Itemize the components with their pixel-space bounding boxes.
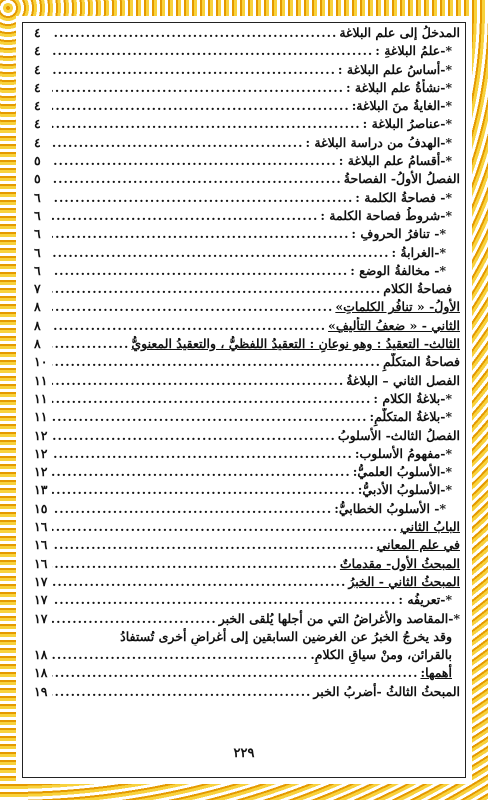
toc-entry-title: المبحثُ الثالثُ -أضربُ الخبر xyxy=(313,683,460,699)
toc-entry-page: ١٩ xyxy=(34,683,48,699)
toc-entry-title: *-عناصرُ البلاغة : xyxy=(362,116,452,132)
toc-entry-page: ٤ xyxy=(34,61,41,77)
toc-leader-dots xyxy=(52,591,396,609)
toc-leader-dots xyxy=(52,646,308,664)
toc-entry-title: *- فصاحةُ الكلمة : xyxy=(355,189,452,205)
toc-entry xyxy=(34,427,460,445)
toc-entry-title: *-نشأةُ علم البلاغة : xyxy=(345,79,452,95)
toc-entry-page: ٧ xyxy=(34,281,41,297)
toc-leader-dots xyxy=(52,152,337,170)
toc-entry-title: *-الهدفُ من دراسة البلاغة : xyxy=(305,134,452,150)
toc-entry-title: فصاحةُ المتكلّمِ xyxy=(382,354,460,370)
toc-entry xyxy=(34,683,460,701)
toc-entry-page: ١٥ xyxy=(34,500,48,516)
toc-entry-title: *-مفهومُ الأسلوب: xyxy=(354,445,452,461)
toc-leader-dots xyxy=(52,408,367,426)
toc-entry xyxy=(34,97,460,115)
toc-leader-dots xyxy=(52,262,348,280)
toc-entry-page: ٦ xyxy=(34,262,41,278)
toc-leader-dots xyxy=(52,664,419,682)
toc-entry xyxy=(34,463,460,481)
toc-entry xyxy=(34,244,460,262)
toc-entry xyxy=(34,61,460,79)
toc-entry-title: الفصلُ الأولُ- الفصاحةُ xyxy=(343,171,460,187)
toc-entry xyxy=(34,591,460,609)
toc-entry xyxy=(34,152,460,170)
toc-entry-page: ١٨ xyxy=(34,647,48,663)
toc-leader-dots xyxy=(52,427,336,445)
toc-entry xyxy=(34,134,460,152)
toc-entry xyxy=(34,79,460,97)
toc-entry xyxy=(34,353,460,371)
toc-entry xyxy=(34,372,460,390)
toc-entry xyxy=(34,280,460,298)
toc-entry-title: *-الأسلوبُ الأدبيُّ: xyxy=(357,482,452,498)
toc-leader-dots xyxy=(52,42,373,60)
toc-entry-page: ٨ xyxy=(34,317,41,333)
toc-entry-page: ٤ xyxy=(34,134,41,150)
toc-entry-title: *-علمُ البلاغةِ : xyxy=(375,43,452,59)
toc-entry xyxy=(34,24,460,42)
toc-leader-dots xyxy=(52,170,342,188)
toc-entry xyxy=(34,408,460,426)
toc-leader-dots xyxy=(52,97,350,115)
toc-leader-dots xyxy=(52,481,356,499)
toc-entry-page: ٦ xyxy=(34,207,41,223)
toc-leader-dots xyxy=(52,372,344,390)
toc-entry xyxy=(34,335,460,353)
toc-entry xyxy=(34,317,460,335)
toc-entry xyxy=(34,445,460,463)
toc-leader-dots xyxy=(52,225,349,243)
toc-entry-title: *-الأسلوبُ العلميُّ: xyxy=(352,464,452,480)
toc-leader-dots xyxy=(52,24,337,42)
toc-entry-title: *-المقاصد والأغراضُ التي من أجلها يُلقى الخبر xyxy=(218,610,460,626)
toc-leader-dots xyxy=(52,317,326,335)
toc-entry-page: ١٢ xyxy=(34,464,48,480)
toc-leader-dots xyxy=(52,445,353,463)
toc-leader-dots xyxy=(52,390,371,408)
toc-entry-title: *-أقسامُ علم البلاغة : xyxy=(338,153,452,169)
toc-leader-dots xyxy=(52,573,346,591)
toc-entry-page: ٤ xyxy=(34,98,41,114)
toc-entry-page: ١٧ xyxy=(34,573,48,589)
toc-entry-title: البابُ الثاني xyxy=(400,519,460,535)
toc-leader-dots xyxy=(52,207,318,225)
toc-entry xyxy=(34,170,460,188)
toc-leader-dots xyxy=(52,280,381,298)
toc-leader-dots xyxy=(52,683,311,701)
toc-entry-page: ١٦ xyxy=(34,519,48,535)
toc-leader-dots xyxy=(52,536,375,554)
toc-entry-title: *-بلاغةُ المتكلّمِ: xyxy=(369,409,452,425)
table-of-contents xyxy=(34,24,460,701)
toc-leader-dots xyxy=(52,61,336,79)
toc-entry-page: ٥ xyxy=(34,153,41,169)
toc-entry xyxy=(34,500,460,518)
toc-entry xyxy=(34,207,460,225)
toc-entry-page: ٨ xyxy=(34,336,41,352)
toc-entry xyxy=(34,628,460,646)
toc-entry-page: ١٣ xyxy=(34,482,48,498)
toc-entry-title: *-شروطُ فصاحة الكلمة : xyxy=(320,207,452,223)
toc-entry-title: *-أساسُ علم البلاغة : xyxy=(337,61,452,77)
toc-leader-dots xyxy=(52,244,389,262)
toc-entry-page: ١١ xyxy=(34,409,48,425)
toc-entry-page: ١٠ xyxy=(34,354,48,370)
toc-entry-title: *- الأسلوبُ الخطابيُّ: xyxy=(334,500,446,516)
toc-leader-dots xyxy=(52,463,351,481)
toc-entry-page: ١١ xyxy=(34,372,48,388)
toc-leader-dots xyxy=(52,79,344,97)
toc-entry-page: ١٢ xyxy=(34,445,48,461)
toc-leader-dots xyxy=(52,298,333,316)
toc-entry xyxy=(34,555,460,573)
toc-entry-title: فصاحةُ الكلام xyxy=(383,281,452,297)
toc-entry-title: المبحثُ الثاني - الخبرُ xyxy=(348,573,460,589)
toc-entry-title: *- مخالفةُ الوضع : xyxy=(350,262,446,278)
toc-entry-title: في علم المعاني xyxy=(376,537,460,553)
toc-entry-title: الأولُ- « تنافُر الكلماتِ» xyxy=(335,299,460,315)
toc-entry-page: ٦ xyxy=(34,244,41,260)
toc-entry xyxy=(34,646,460,664)
toc-entry-title: *- تنافرُ الحروفِ : xyxy=(351,226,446,242)
toc-entry xyxy=(34,189,460,207)
toc-entry-title: *-بلاغةُ الكلام : xyxy=(373,390,452,406)
toc-leader-dots xyxy=(52,610,217,628)
toc-leader-dots xyxy=(52,335,129,353)
toc-entry-title: الفصل الثاني – البلاغةُ xyxy=(346,372,460,388)
toc-leader-dots xyxy=(52,518,398,536)
toc-entry xyxy=(34,262,460,280)
toc-entry-page: ٦ xyxy=(34,189,41,205)
toc-entry-page: ٦ xyxy=(34,226,41,242)
toc-entry-title: وقد يخرجُ الخبرُ عن الغرضين السابقين إلى أغراضٍ أخرى تُستفادُ xyxy=(120,628,452,644)
toc-entry-title: الثاني - « ضعفُ التأليفِ» xyxy=(328,317,460,333)
toc-entry-title: الفصلُ الثالث- الأسلوبُ xyxy=(337,427,460,443)
toc-leader-dots xyxy=(52,134,303,152)
toc-entry-page: ١٦ xyxy=(34,555,48,571)
toc-entry xyxy=(34,298,460,316)
toc-entry xyxy=(34,225,460,243)
toc-entry-page: ٤ xyxy=(34,43,41,59)
toc-entry xyxy=(34,573,460,591)
toc-entry-page: ٤ xyxy=(34,25,41,40)
toc-entry xyxy=(34,481,460,499)
toc-entry-title: *-الغايةُ منَ البلاغة: xyxy=(351,98,452,114)
toc-entry-title: الثالث- التعقيدُ : وهو نوعانِ : التعقيدُ اللفظيُّ ، والتعقيدُ المعنويُّ xyxy=(131,336,460,352)
toc-entry-page: ١٨ xyxy=(34,665,48,681)
toc-entry-title: المدخلُ إلى علم البلاغة xyxy=(339,25,460,40)
toc-entry-page: ٨ xyxy=(34,299,41,315)
toc-entry-page: ٤ xyxy=(34,79,41,95)
toc-leader-dots xyxy=(52,353,381,371)
toc-entry-page: ١٧ xyxy=(34,592,48,608)
toc-entry-page: ١٦ xyxy=(34,537,48,553)
toc-entry xyxy=(34,518,460,536)
toc-entry-page: ١٢ xyxy=(34,427,48,443)
toc-entry-page: ٥ xyxy=(34,171,41,187)
toc-entry xyxy=(34,115,460,133)
page-number: ٢٢٩ xyxy=(233,746,255,761)
toc-leader-dots xyxy=(52,500,332,518)
toc-entry-title: *-تعريفُه : xyxy=(398,592,452,608)
toc-entry xyxy=(34,664,460,682)
toc-leader-dots xyxy=(52,555,338,573)
toc-entry-title: المبحثُ الأول- مقدماتٌ xyxy=(339,555,460,571)
toc-entry-title: أهمها: xyxy=(420,665,452,681)
toc-entry-page: ١٧ xyxy=(34,610,48,626)
toc-entry xyxy=(34,610,460,628)
toc-entry-title: بالقرائن، ومنْ سياقِ الكلامِ. xyxy=(310,647,452,663)
toc-entry-title: *-الغرابةُ : xyxy=(391,244,446,260)
toc-entry-page: ١١ xyxy=(34,390,48,406)
toc-leader-dots xyxy=(52,115,361,133)
toc-leader-dots xyxy=(52,189,353,207)
toc-entry xyxy=(34,536,460,554)
toc-entry-page: ٤ xyxy=(34,116,41,132)
toc-entry xyxy=(34,42,460,60)
toc-entry xyxy=(34,390,460,408)
